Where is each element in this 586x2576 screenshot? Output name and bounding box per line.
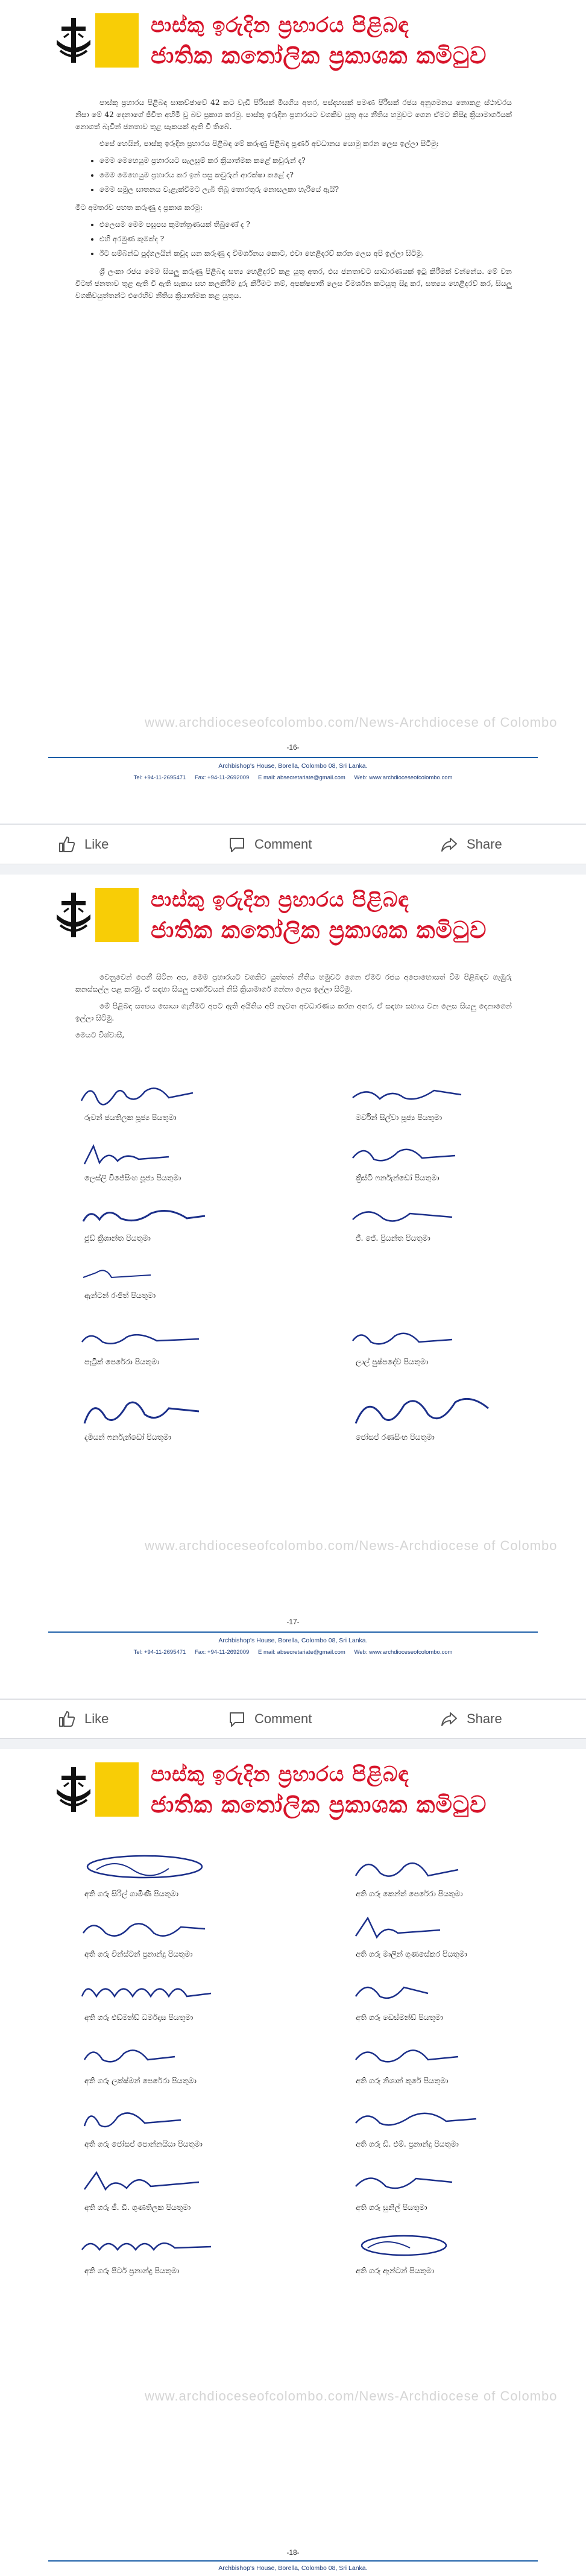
page-number: -16- (286, 743, 300, 752)
letterhead-title-line1: පාස්කු ඉරුදින ප්‍රහාරය පිළිබඳ (151, 1762, 409, 1786)
footer-email[interactable]: E mail: absecretariate@gmail.com (257, 774, 345, 781)
footer-rule (48, 1631, 538, 1633)
signatory-name: පැට්‍රික් පෙරේරා පියතුමා (84, 1357, 160, 1366)
footer-contacts (0, 1649, 586, 1656)
signatory-name: අති ගරු සුනිල් පියතුමා (356, 2203, 427, 2212)
signatory-name: අති ගරු ජෝසප් පොන්නයියා පියතුමා (84, 2139, 203, 2148)
signature-image (78, 2102, 199, 2135)
page-number: -18- (286, 2548, 300, 2557)
comment-icon (228, 835, 246, 853)
signature-image (78, 2165, 211, 2198)
signature-image (78, 1975, 217, 2008)
bullet-item: • මෙම මෙහෙයුම ප්‍රහාරයට සැලසුම් කර ක්‍රියාත්මක කළේ කවුරුන් ද? (99, 154, 512, 166)
footer-rule (48, 757, 538, 758)
page-number: -17- (286, 1618, 300, 1626)
comment-label: Comment (254, 1711, 312, 1726)
signatory-name: ලාල් පුෂ්පදේව පියතුමා (356, 1357, 429, 1366)
signature-image (78, 1261, 175, 1285)
share-label: Share (467, 1711, 502, 1726)
watermark: www.archdioceseofcolombo.com/News-Archdiocese of Colombo (145, 2388, 558, 2404)
post-actions-bar (0, 824, 586, 864)
cross-logo-icon (52, 13, 95, 68)
footer-fax: Fax: +94-11-2692009 (194, 774, 250, 781)
yellow-flag-block (95, 1762, 139, 1817)
footer-contacts (0, 774, 586, 781)
bullet-item: • මෙම මෙහෙයුම ප්‍රහාරය කර ඉන් පසු කවුරුන් ආරක්ෂා කළේ ද? (99, 169, 512, 181)
yellow-flag-block (95, 13, 139, 68)
signature-image (78, 1852, 211, 1885)
thumbs-up-icon (58, 835, 76, 853)
like-label: Like (84, 837, 109, 852)
footer-web[interactable]: Web: www.archdioceseofcolombo.com (354, 774, 453, 781)
page16-body (75, 97, 512, 306)
signatory-name: ඇන්ටන් රංජිත් පියතුමා (84, 1291, 156, 1300)
watermark: www.archdioceseofcolombo.com/News-Archdiocese of Colombo (145, 715, 558, 730)
like-button[interactable] (58, 825, 109, 864)
question-list (75, 218, 512, 259)
share-arrow-icon (440, 1710, 458, 1728)
footer-fax: Fax: +94-11-2692009 (194, 1649, 250, 1656)
signature-image (350, 2102, 482, 2135)
letterhead-title-line2: ජාතික කතෝලික ප්‍රකාශක කමිටුව (151, 42, 487, 69)
signatory-name: ජෝසප් රණසිංහ පියතුමා (356, 1432, 435, 1441)
yellow-flag-block (95, 888, 139, 942)
letterhead-title-line1: පාස්කු ඉරුදින ප්‍රහාරය පිළිබඳ (151, 13, 409, 37)
signature-image (350, 2165, 470, 2198)
signatory-name: අති ගරු ලක්ෂ්මන් පෙරේරා පියතුමා (84, 2076, 197, 2085)
footer-address: Archbishop's House, Borella, Colombo 08, Sri Lanka. (218, 762, 368, 770)
signature-image (350, 1324, 470, 1354)
letterhead-title-line2: ජාතික කතෝලික ප්‍රකාශක කමිටුව (151, 917, 487, 943)
bullet-list (75, 154, 512, 195)
letterhead (0, 1749, 586, 1830)
footer-web[interactable]: Web: www.archdioceseofcolombo.com (354, 1649, 453, 1656)
signature-image (78, 1080, 199, 1110)
comment-button[interactable] (228, 825, 312, 864)
letterhead (0, 0, 586, 81)
watermark: www.archdioceseofcolombo.com/News-Archdiocese of Colombo (145, 1538, 558, 1553)
signatory-name: මර්වින් සිල්වා පූජ්‍ය පියතුමා (356, 1113, 443, 1122)
comment-icon (228, 1710, 246, 1728)
cross-logo-icon (52, 1762, 95, 1817)
page17-body (75, 971, 512, 1046)
signature-image (350, 1200, 470, 1230)
signature-image (78, 1912, 211, 1945)
signature-image (350, 1852, 470, 1885)
question-item: • ඊට සම්බන්ධ පුද්ගලයින් කවුද යන කරුණු ද විමර්ශනය කොට, එවා හෙළිදරව් කරන ලෙස අපි ඉල්ලා සිටිමු. (99, 247, 512, 259)
signatory-name: ක්‍රිස්ටි ෆර්නැන්ඩෝ පියතුමා (356, 1173, 440, 1182)
document-page-18 (0, 1749, 586, 2576)
footer-address: Archbishop's House, Borella, Colombo 08, Sri Lanka. (218, 1637, 368, 1644)
paragraph: පාස්කු ප්‍රහාරය පිළිබඳ සාකච්ඡාවේ 42 කට වැඩි පිරිසක් මියගිය අතර, පස්දහසක් පමණ පිරිසක් රජය අනුගමනය නොකළ ස්ථාවරය නිසා මේ 42 දෙනාගේ ජීවිත අහිමි වූ බව ප්‍රකාශ කරමු. පාස්කු ඉරුදින ප්‍රහාරයට වගකිව යුතු අය නීතිය හමුවට ගෙන ඒමට කිසිදු ක්‍රියාමාර්ගයක් නොගත් බැවින් ජනතාව තුළ සැකයක් ඇති වී තිබේ. (75, 98, 512, 131)
letterhead-title-line1: පාස්කු ඉරුදින ප්‍රහාරය පිළිබඳ (151, 888, 409, 912)
like-button[interactable] (58, 1700, 109, 1738)
signature-image (350, 1080, 470, 1110)
signature-image (350, 1140, 470, 1170)
signatory-name: ජූඩ් ක්‍රිශාන්ත පියතුමා (84, 1233, 151, 1242)
signatory-name: ලෙස්ලි විජේසිංහ පූජ්‍ය පියතුමා (84, 1173, 181, 1182)
share-arrow-icon (440, 835, 458, 853)
signature-image (78, 1200, 211, 1230)
signatory-name: අති ගරු එඩ්මන්ඩ් ධර්මදාස පියතුමා (84, 2013, 194, 2022)
signature-image (350, 1912, 470, 1945)
footer-email[interactable]: E mail: absecretariate@gmail.com (257, 1649, 345, 1656)
signatory-name: අති ගරු මාලින් ගුණසේකර පියතුමා (356, 1949, 467, 1958)
document-page-17 (0, 875, 586, 1698)
signatory-name: අති ගරු සිරිල් ගාමිණී පියතුමා (84, 1889, 178, 1898)
signatory-name: අති ගරු වින්ස්ටන් ප්‍රනාන්දු පියතුමා (84, 1949, 193, 1958)
paragraph: ශ්‍රී ලංකා රජය මෙම සියලු කරුණු පිළිබඳ සත්‍ය හෙළිදරව් කළ යුතු අතර, එය ජනතාවට සාධාරණයක් ඉටු කිරීමක් වන්නේය. මේ වන විටත් ජනතාව තුළ ඇති වී ඇති සැකය සහ කලකිරීම දුරු කිරීමට නම්, අපක්ෂපාතී ලෙස විමර්ශන කටයුතු සිදු කර, සත්‍යය හෙළිදරව් කර, සියලු වගකිවයුත්තන්ට එරෙහිව නීතිය ක්‍රියාත්මක කළ යුතුය. (75, 267, 512, 300)
signature-image (350, 2039, 470, 2072)
signature-image (78, 2039, 199, 2072)
document-page-16 (0, 0, 586, 823)
question-item: • එහි අරමුණ කුමක්ද ? (99, 233, 512, 245)
comment-label: Comment (254, 837, 312, 852)
signatory-name: රුවන් ජයතිලක පූජ්‍ය පියතුමා (84, 1113, 177, 1122)
thumbs-up-icon (58, 1710, 76, 1728)
like-label: Like (84, 1711, 109, 1726)
signature-image (78, 1393, 211, 1429)
signed-intro: මෙයට විශ්වාසී, (75, 1031, 125, 1039)
signature-image (78, 1140, 199, 1170)
paragraph: මීට අමතරව පහත කරුණු ද ප්‍රකාශ කරමු: (75, 203, 203, 212)
signatory-name: අති ගරු ඩී. එම්. ප්‍රනාන්දු පියතුමා (356, 2139, 459, 2148)
comment-button[interactable] (228, 1700, 312, 1738)
signatory-name: අති ගරු ඇන්ටන් පියතුමා (356, 2266, 434, 2275)
footer-address: Archbishop's House, Borella, Colombo 08, Sri Lanka. (218, 2565, 368, 2572)
footer-tel: Tel: +94-11-2695471 (133, 1649, 186, 1656)
letterhead-title-line2: ජාතික කතෝලික ප්‍රකාශක කමිටුව (151, 1791, 487, 1818)
share-label: Share (467, 837, 502, 852)
paragraph: මේ පිළිබඳ සත්‍යය සොයා ගැනීමට අපට ඇති අයිතිය අපි නැවත අවධාරණය කරන අතර, ඒ සඳහා සහාය වන ලෙස සියලු දෙනාගෙන් ඉල්ලා සිටිමු. (75, 1002, 512, 1022)
letterhead (0, 875, 586, 955)
cross-logo-icon (52, 888, 95, 942)
paragraph: වෙනුවෙන් පෙනී සිටින අප, මෙම ප්‍රහාරයට වගකිව යුත්තන් නීතිය හමුවට ගෙන ඒමට රජය අපොහොසත් වීම පිළිබඳව ගැඹුරු කනස්සල්ල පළ කරමු. ඒ සඳහා සියලු පාර්ශ්වයන් නිසි ක්‍රියාමාර්ග ගන්නා ලෙස ඉල්ලා සිටිමු. (75, 973, 512, 993)
question-item: • එලෙසම මෙම පසුපස කුමන්ත්‍රණයක් තිබුණේ ද ? (99, 218, 512, 230)
signatory-name: අති ගරු පීටර් ප්‍රනාන්දු පියතුමා (84, 2266, 180, 2275)
share-button[interactable] (440, 1700, 502, 1738)
signatory-name: අති ගරු නිශාන් කුරේ පියතුමා (356, 2076, 449, 2085)
signature-image (350, 2229, 470, 2262)
signatory-name: ජී. ජේ. ප්‍රියන්ත පියතුමා (356, 1233, 430, 1242)
bullet-item: • මෙම සමූල ඝාතනය වැළැක්වීමට ලැබී තිබූ තොරතුරු නොසලකා හැරියේ ඇයි? (99, 183, 512, 195)
post-actions-bar (0, 1699, 586, 1739)
footer-rule (48, 2560, 538, 2562)
signature-image (78, 1324, 211, 1354)
signature-image (350, 1390, 494, 1432)
signatory-name: අති ගරු ඩෙස්මන්ඩ් පියතුමා (356, 2013, 444, 2022)
signature-image (78, 2229, 217, 2262)
signatory-name: අති ගරු ජී. ඩී. ගුණතිලක පියතුමා (84, 2203, 191, 2212)
signatory-name: දමියන් ෆර්නැන්ඩෝ පියතුමා (84, 1432, 172, 1441)
footer-tel: Tel: +94-11-2695471 (133, 774, 186, 781)
share-button[interactable] (440, 825, 502, 864)
paragraph: එසේ හෙයින්, පාස්කු ඉරුදින ප්‍රහාරය පිළිබඳ මේ කරුණු පිළිබඳ පූර්ණ අවධානය යොමු කරන ලෙස ඉල්ලා සිටිමු: (99, 139, 439, 148)
signature-image (350, 1975, 470, 2008)
signatory-name: අති ගරු කෙන්ත් පෙරේරා පියතුමා (356, 1889, 463, 1898)
